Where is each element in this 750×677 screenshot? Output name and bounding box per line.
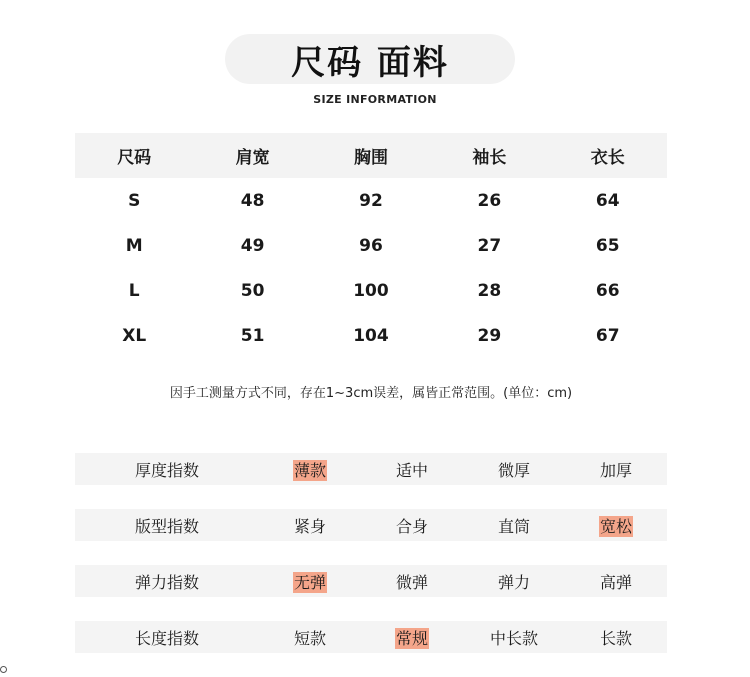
fabric-option [463, 514, 565, 537]
table-cell: 51 [240, 325, 265, 346]
table-cell: 27 [477, 235, 502, 256]
size-table-header [75, 133, 667, 178]
table-cell: L [128, 280, 140, 301]
size-table [75, 133, 667, 358]
table-row [75, 178, 667, 223]
table-cell: 92 [359, 190, 383, 211]
fabric-option [565, 570, 667, 593]
fabric-option [361, 458, 463, 481]
option-text: 合身 [395, 516, 428, 536]
table-cell: 104 [353, 325, 389, 346]
fabric-index-table [75, 453, 667, 677]
header-cell: 袖长 [472, 148, 507, 168]
header-cell: 衣长 [590, 148, 625, 168]
page-subtitle: SIZE INFORMATION [313, 93, 437, 106]
table-cell: 29 [477, 325, 502, 346]
fabric-option [463, 626, 565, 649]
fabric-option [565, 626, 667, 649]
table-cell: 66 [595, 280, 620, 301]
option-text: 微弹 [395, 572, 428, 592]
measurement-note: 因手工测量方式不同，存在1~3cm误差，属皆正常范围。(单位：cm) [169, 386, 573, 401]
header-cell: 尺码 [117, 148, 152, 168]
header-cell: 肩宽 [235, 148, 270, 168]
fabric-option [361, 514, 463, 537]
fabric-row-fit [75, 509, 667, 541]
fabric-label: 长度指数 [134, 628, 199, 648]
option-text: 直筒 [497, 516, 530, 536]
table-cell: 67 [595, 325, 620, 346]
option-text: 无弹 [293, 572, 326, 592]
table-cell: 48 [240, 190, 265, 211]
fabric-row-length [75, 621, 667, 653]
table-cell: XL [122, 325, 147, 346]
table-row [75, 268, 667, 313]
table-row [75, 313, 667, 358]
fabric-option [463, 570, 565, 593]
option-text: 短款 [293, 628, 326, 648]
fabric-option [565, 514, 667, 537]
fabric-option [259, 458, 361, 481]
fabric-option [361, 570, 463, 593]
fabric-option [259, 626, 361, 649]
fabric-row-thickness [75, 453, 667, 485]
title-banner [225, 34, 515, 84]
option-text: 中长款 [489, 628, 538, 648]
option-text: 微厚 [497, 460, 530, 480]
table-cell: 100 [353, 280, 389, 301]
fabric-option [259, 570, 361, 593]
option-text: 宽松 [599, 516, 632, 536]
option-text: 常规 [395, 628, 428, 648]
option-text: 薄款 [293, 460, 326, 480]
option-text: 适中 [395, 460, 428, 480]
fabric-option [565, 458, 667, 481]
option-text: 弹力 [497, 572, 530, 592]
table-row [75, 223, 667, 268]
page-title: 尺码 面料 [291, 42, 449, 83]
table-cell: 49 [240, 235, 265, 256]
fabric-option [361, 626, 463, 649]
fabric-label: 弹力指数 [134, 572, 199, 592]
fabric-option [463, 458, 565, 481]
option-text: 紧身 [293, 516, 326, 536]
corner-dot [0, 666, 7, 673]
option-text: 加厚 [599, 460, 632, 480]
table-cell: M [125, 235, 143, 256]
table-cell: 50 [240, 280, 265, 301]
table-cell: 26 [477, 190, 502, 211]
fabric-option [259, 514, 361, 537]
table-cell: 28 [477, 280, 502, 301]
option-text: 高弹 [599, 572, 632, 592]
option-text: 长款 [599, 628, 632, 648]
fabric-label: 版型指数 [134, 516, 199, 536]
table-cell: 65 [595, 235, 620, 256]
table-cell: 96 [359, 235, 383, 256]
table-cell: 64 [595, 190, 620, 211]
table-cell: S [128, 190, 141, 211]
fabric-row-elasticity [75, 565, 667, 597]
fabric-label: 厚度指数 [134, 460, 199, 480]
header-cell: 胸围 [353, 148, 388, 168]
